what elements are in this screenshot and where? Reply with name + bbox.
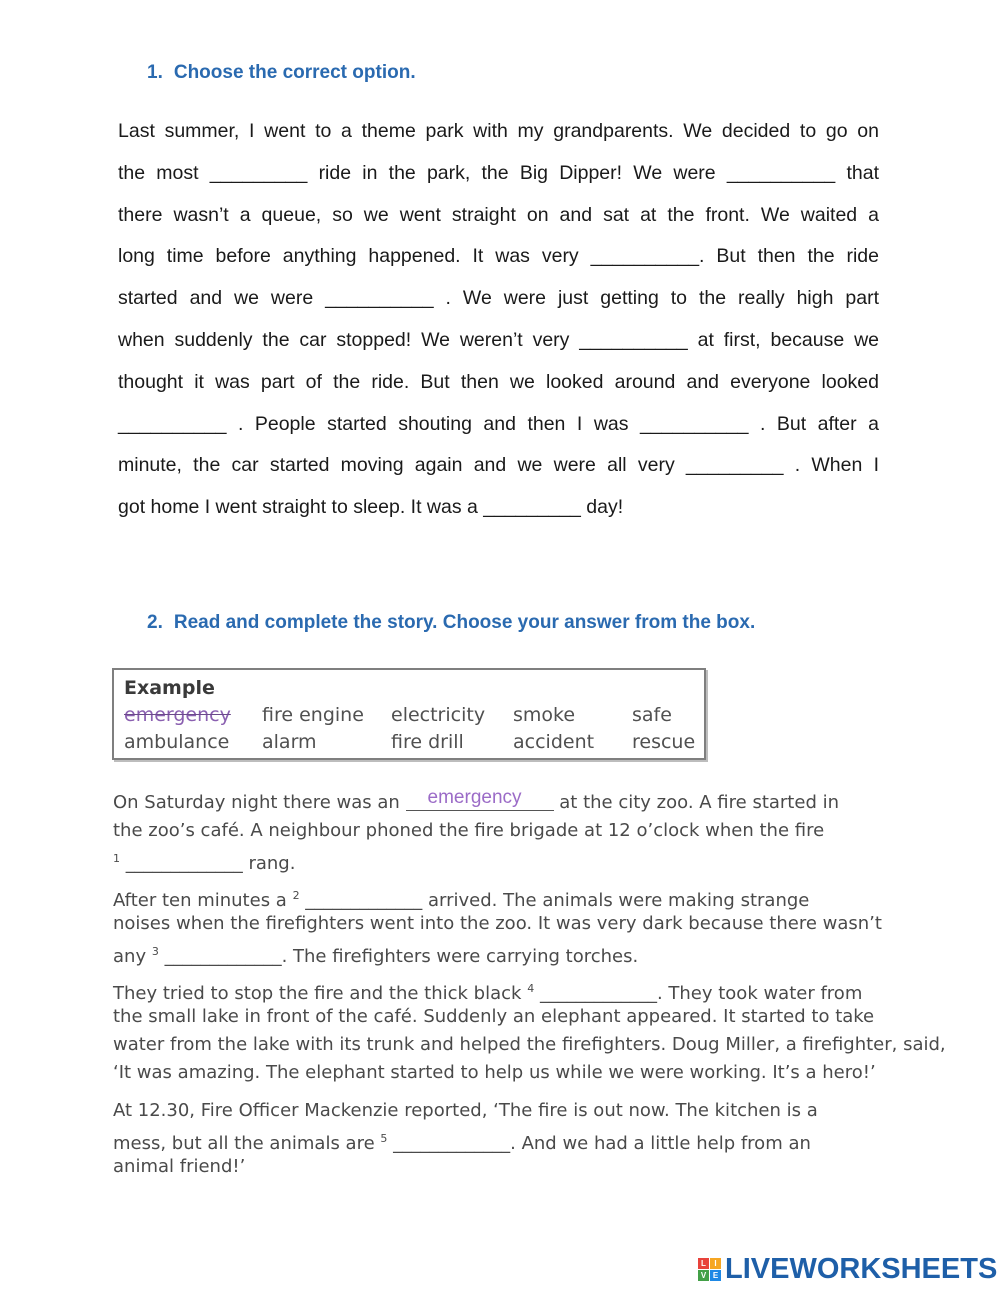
story-text: After ten minutes a: [113, 890, 287, 911]
blank-number: 5: [380, 1132, 388, 1145]
story-text: They tried to stop the fire and the thick black: [113, 983, 522, 1004]
answer-blank-4[interactable]: _____________. They took water from: [539, 983, 863, 1004]
word-option: alarm: [262, 731, 317, 753]
story-line: [113, 938, 913, 966]
story-line: [113, 789, 913, 817]
example-answer-blank: [406, 789, 554, 817]
story-line: [113, 845, 913, 873]
word-box-title: Example: [124, 677, 215, 699]
blank-number: 2: [292, 889, 300, 902]
paragraph-line: when suddenly the car stopped! We weren’t very __________ at first, because we: [118, 328, 879, 351]
section-2-title: Read and complete the story. Choose your answer from the box.: [173, 612, 756, 633]
story-paragraph-3: [113, 975, 946, 1087]
word-option: rescue: [632, 731, 696, 753]
blank-number: 3: [151, 945, 159, 958]
paragraph-line: the most _________ ride in the park, the Big Dipper! We were __________ that: [118, 161, 879, 184]
story-text: On Saturday night there was an: [113, 792, 400, 813]
word-option: electricity: [391, 704, 486, 726]
story-text: at the city zoo. A fire started in: [559, 792, 839, 813]
story-line: water from the lake with its trunk and helped the firefighters. Doug Miller, a firefighter, said,: [113, 1034, 946, 1055]
section-1-title: Choose the correct option.: [173, 62, 416, 83]
story-line: ‘It was amazing. The elephant started to help us while we were working. It’s a hero!’: [113, 1062, 876, 1083]
story-line: [113, 882, 913, 910]
word-option: fire drill: [391, 731, 464, 753]
story-line: noises when the firefighters went into the zoo. It was very dark because there wasn’t: [113, 913, 882, 934]
story-line: the small lake in front of the café. Suddenly an elephant appeared. It started to take: [113, 1006, 875, 1027]
story-line: At 12.30, Fire Officer Mackenzie reported, ‘The fire is out now. The kitchen is a: [113, 1100, 818, 1121]
word-box: [112, 668, 706, 760]
paragraph-line: minute, the car started moving again and we were all very _________ . When I: [118, 454, 879, 477]
logo-block: V: [698, 1270, 709, 1281]
answer-blank-3[interactable]: _____________. The firefighters were carrying torches.: [164, 946, 639, 967]
section-1-number: 1.: [147, 62, 163, 83]
logo-text: LIVEWORKSHEETS: [725, 1252, 998, 1285]
logo-block: E: [710, 1270, 721, 1281]
section-2-heading: [147, 612, 755, 634]
paragraph-line: thought it was part of the ride. But then we looked around and everyone looked: [118, 370, 879, 393]
paragraph-line: started and we were __________ . We were just getting to the really high part: [118, 287, 879, 310]
word-option: safe: [632, 704, 672, 726]
paragraph-line: long time before anything happened. It was very __________. But then the ride: [118, 245, 879, 268]
logo-blocks-icon: [698, 1258, 721, 1281]
word-option: smoke: [513, 704, 576, 726]
example-answer: emergency: [427, 787, 522, 808]
story-line: animal friend!’: [113, 1156, 246, 1177]
story-paragraph-2: [113, 882, 913, 966]
paragraph-line: Last summer, I went to a theme park with my grandparents. We decided to go on: [118, 120, 879, 142]
logo-block: L: [698, 1258, 709, 1269]
story-text: mess, but all the animals are: [113, 1133, 375, 1154]
paragraph-line: there wasn’t a queue, so we went straight on and sat at the front. We waited a: [118, 203, 879, 226]
section-1-heading: [147, 62, 416, 84]
paragraph-line: got home I went straight to sleep. It was a _________ day!: [118, 496, 624, 519]
story-line: [113, 1125, 913, 1153]
story-paragraph-1: [113, 789, 913, 873]
section-2-number: 2.: [147, 612, 163, 633]
logo-block: I: [710, 1258, 721, 1269]
story-paragraph-4: [113, 1097, 913, 1181]
word-option: ambulance: [124, 731, 230, 753]
section-1-paragraph: [118, 111, 879, 529]
word-option: accident: [513, 731, 595, 753]
story-line: the zoo’s café. A neighbour phoned the fire brigade at 12 o’clock when the fire: [113, 820, 825, 841]
blank-number: 4: [527, 982, 535, 995]
answer-blank-5[interactable]: _____________. And we had a little help from an: [393, 1133, 811, 1154]
paragraph-line: __________ . People started shouting and then I was __________ . But after a: [118, 412, 879, 435]
answer-blank-1[interactable]: _____________ rang.: [125, 853, 296, 874]
story-line: [113, 975, 913, 1003]
answer-blank-2[interactable]: _____________ arrived. The animals were making strange: [305, 890, 810, 911]
blank-number: 1: [113, 852, 120, 865]
word-example: emergency: [124, 704, 231, 726]
word-option: fire engine: [262, 704, 364, 726]
story-text: any: [113, 946, 147, 967]
liveworksheets-logo[interactable]: [698, 1253, 997, 1285]
